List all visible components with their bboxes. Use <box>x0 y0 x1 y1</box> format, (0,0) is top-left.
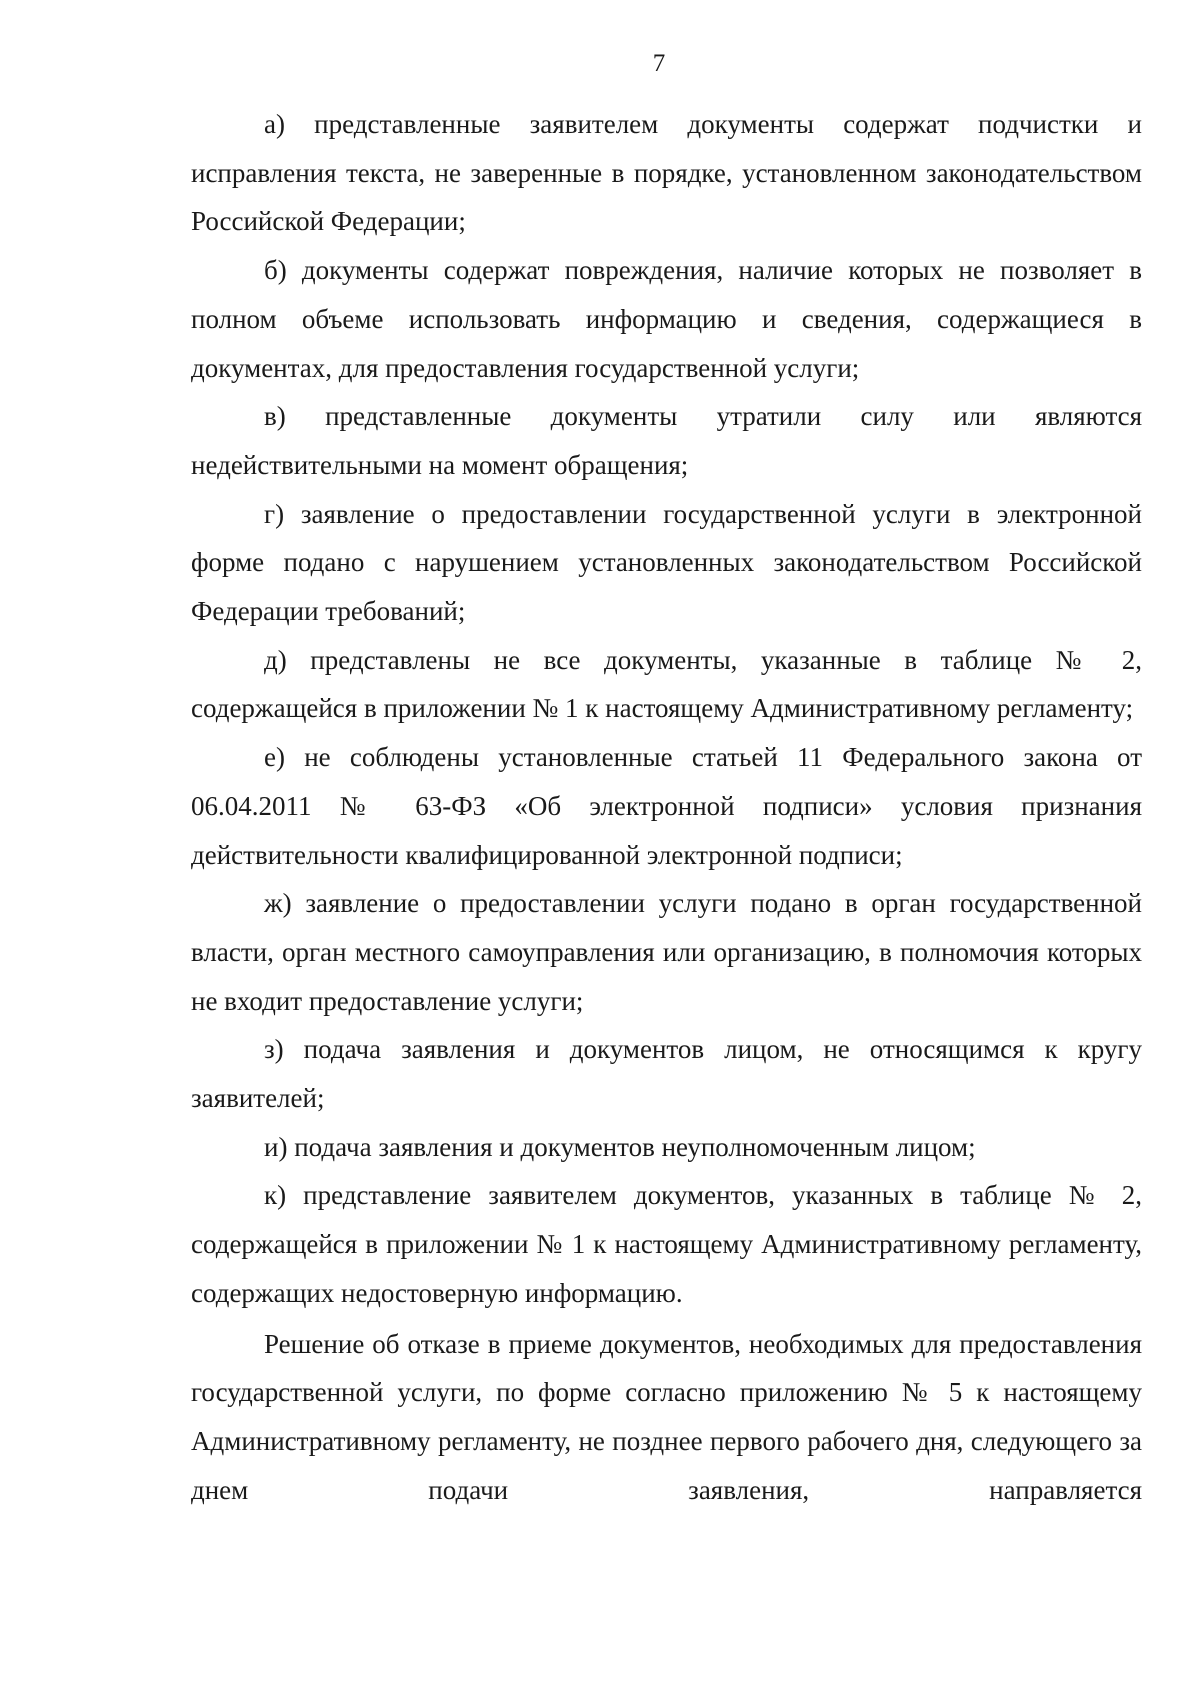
list-item-zh: ж) заявление о предоставлении услуги подано в орган государственной власти, орган местного самоуправления или организацию, в полномочия которых не входит предоставление услуги; <box>191 888 1142 1016</box>
list-item-e: е) не соблюдены установленные статьей 11 Федерального закона от 06.04.2011 № 63-ФЗ «Об электронной подписи» условия признания действительности квалифицированной электронной подписи; <box>191 742 1142 870</box>
list-item-v: в) представленные документы утратили силу или являются недействительными на момент обращения; <box>191 401 1142 480</box>
list-item-i: и) подача заявления и документов неуполномоченным лицом; <box>264 1131 976 1162</box>
list-item-d: д) представлены не все документы, указанные в таблице № 2, содержащейся в приложении № 1 к настоящему Административному регламенту; <box>191 644 1142 724</box>
list-item-b: б) документы содержат повреждения, наличие которых не позволяет в полном объеме использовать информацию и сведения, содержащиеся в документах, для предоставления государственной услуги; <box>191 255 1142 383</box>
list-item-k: к) представление заявителем документов, указанных в таблице № 2, содержащейся в приложении № 1 к настоящему Административному регламенту, содержащих недостоверную информацию. <box>191 1180 1142 1308</box>
list-item-a: а) представленные заявителем документы содержат подчистки и исправления текста, не заверенные в порядке, установленном законодательством Российской Федерации; <box>191 109 1142 237</box>
document-body <box>191 100 1142 1514</box>
list-item-z: з) подача заявления и документов лицом, не относящимся к кругу заявителей; <box>191 1034 1142 1114</box>
decision-paragraph: Решение об отказе в приеме документов, необходимых для предоставления государственной услуги, по форме согласно приложению № 5 к настоящему Административному регламенту, не позднее первого рабочего дня, следующего за днем подачи заявления, направляется <box>191 1328 1142 1505</box>
list-item-g: г) заявление о предоставлении государственной услуги в электронной форме подано с нарушением установленных законодательством Российской Федерации требований; <box>191 498 1142 627</box>
page-number: 7 <box>652 50 666 77</box>
